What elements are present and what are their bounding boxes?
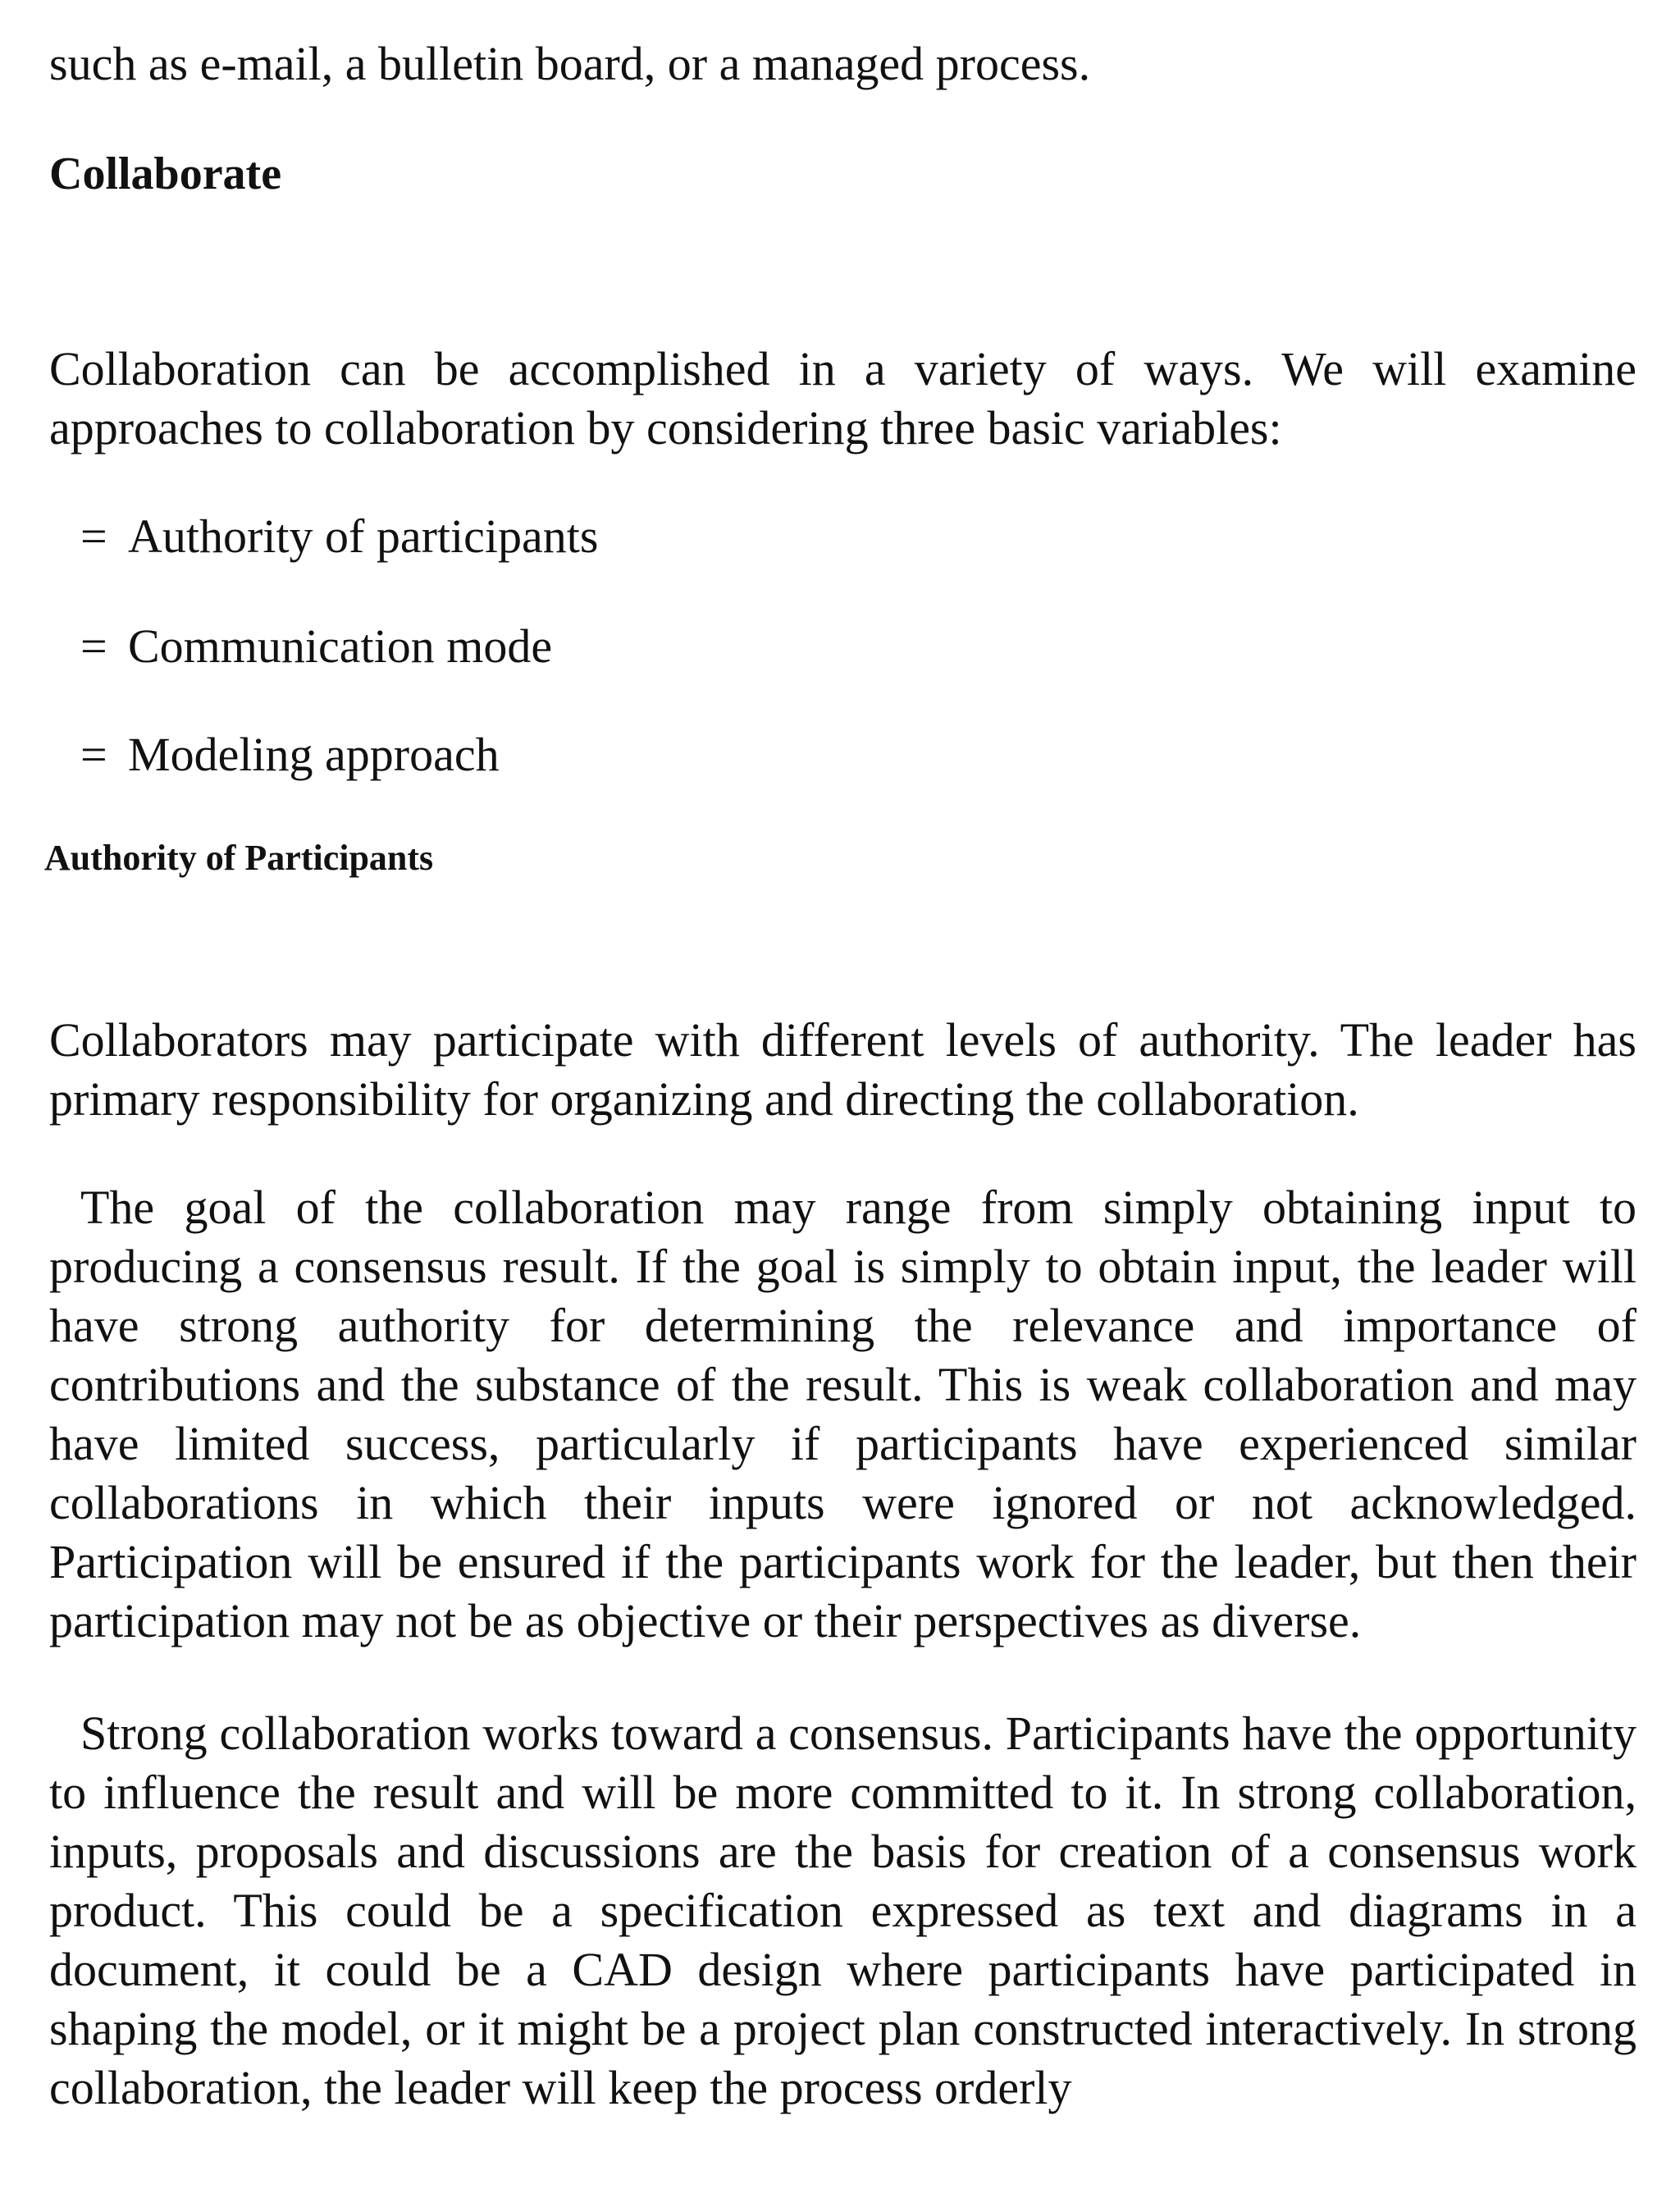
section-heading-collaborate: Collaborate xyxy=(49,149,282,199)
paragraph: Collaborators may participate with different levels of authority. The leader has primary responsibility for organizing and directing the collaboration. xyxy=(49,1013,1637,1126)
bullet-item xyxy=(80,507,598,566)
bullet-marker: = xyxy=(80,619,107,673)
subheading-authority-of-participants: Authority of Participants xyxy=(44,838,434,878)
bullet-marker: = xyxy=(80,728,107,781)
bullet-text: Communication mode xyxy=(128,619,553,673)
paragraph-text: Strong collaboration works toward a consensus. Participants have the opportunity to influence the result and will be more committed to it. In strong collaboration, inputs, proposals and discussions are the basis for creation of a consensus work product. This could be a specification expressed as text and diagrams in a document, it could be a CAD design where participants have participated in shaping the model, or it might be a project plan constructed interactively. In strong collaboration, the leader will keep the process orderly xyxy=(49,1707,1637,2114)
bullet-text: Authority of participants xyxy=(128,509,599,563)
paragraph xyxy=(49,1704,1637,2118)
intro-line: such as e-mail, a bulletin board, or a managed process. xyxy=(49,37,1091,90)
bullet-item xyxy=(80,725,500,784)
bullet-marker: = xyxy=(80,509,107,563)
bullet-item xyxy=(80,617,552,676)
section-intro-paragraph: Collaboration can be accomplished in a variety of ways. We will examine approaches to collaboration by considering three basic variables: xyxy=(49,342,1637,455)
paragraph-text: The goal of the collaboration may range from simply obtaining input to producing a consensus result. If the goal is simply to obtain input, the leader will have strong authority for determining the relevance and importance of contributions and the substance of the result. This is weak collaboration and may have limited success, particularly if participants have experienced similar collaborations in which their inputs were ignored or not acknowledged. Participation will be ensured if the participants work for the leader, but then their participation may not be as objective or their perspectives as diverse. xyxy=(49,1181,1637,1647)
paragraph xyxy=(49,1178,1637,1651)
bullet-text: Modeling approach xyxy=(128,728,500,781)
